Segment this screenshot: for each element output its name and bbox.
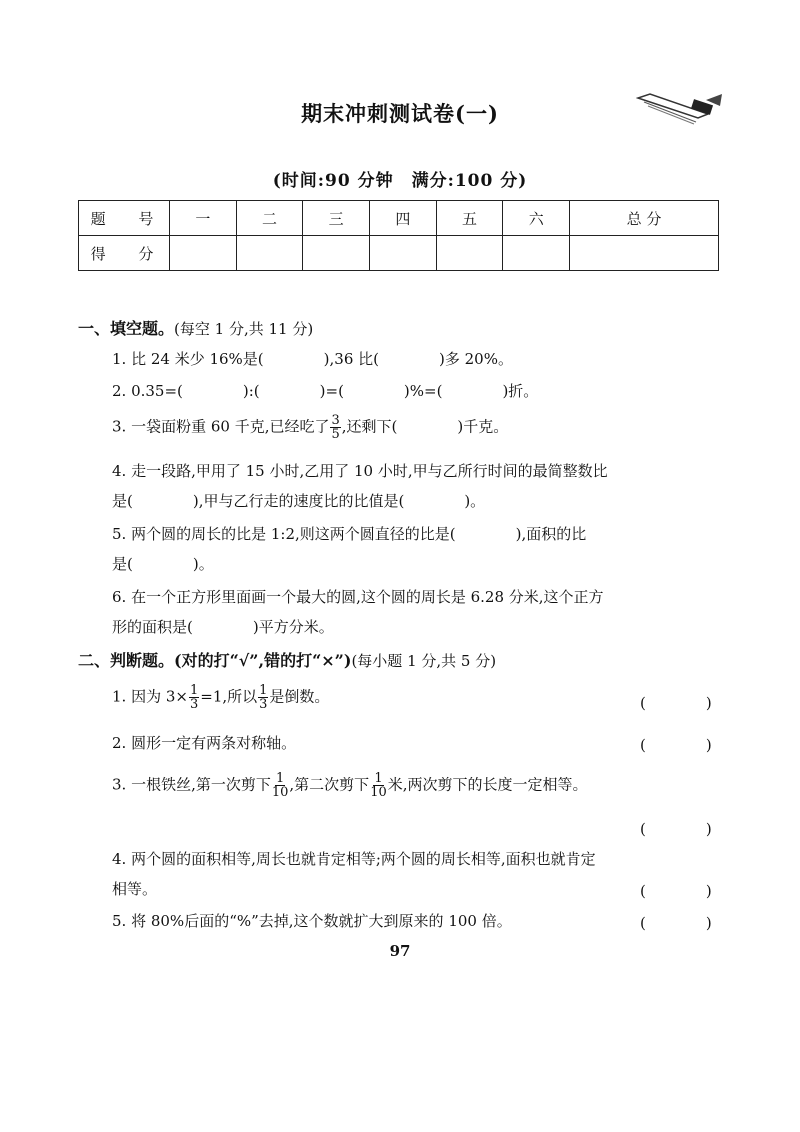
answer-blank[interactable]: ( ) — [640, 882, 712, 900]
column-header: 一 — [170, 201, 237, 236]
column-header: 四 — [370, 201, 437, 236]
answer-blank[interactable]: ( ) — [640, 736, 712, 754]
question-judge-4-line2: 相等。 — [112, 880, 158, 898]
question-judge-1: 1. 因为 3× $\frac{1}{3}$ =1,所以 $\frac{1}{3}$ 是倒数。 — [112, 683, 330, 712]
table-row — [79, 236, 719, 271]
score-cell[interactable] — [570, 236, 719, 271]
question-fill-1: 1. 比 24 米少 16%是( ),36 比( )多 20%。 — [112, 350, 513, 368]
question-fill-6-line1: 6. 在一个正方形里面画一个最大的圆,这个圆的周长是 6.28 分米,这个正方 — [112, 588, 604, 606]
column-header: 二 — [236, 201, 303, 236]
question-judge-4-line1: 4. 两个圆的面积相等,周长也就肯定相等;两个圆的周长相等,面积也就肯定 — [112, 850, 596, 868]
question-judge-3: 3. 一根铁丝,第一次剪下 $\frac{1}{10}$ ,第二次剪下 $\frac{1}{10}$ 米,两次剪下的长度一定相等。 — [112, 771, 588, 800]
fraction: $\frac{1}{10}$ — [370, 771, 387, 800]
score-cell[interactable] — [503, 236, 570, 271]
question-judge-2: 2. 圆形一定有两条对称轴。 — [112, 734, 297, 752]
question-fill-2: 2. 0.35=( ):( )=( )%=( )折。 — [112, 382, 539, 400]
section-heading-fill-blank: 一、填空题。(每空 1 分,共 11 分) — [78, 319, 314, 338]
question-judge-5: 5. 将 80%后面的“%”去掉,这个数就扩大到原来的 100 倍。 — [112, 912, 512, 930]
question-fill-4-line1: 4. 走一段路,甲用了 15 小时,乙用了 10 小时,甲与乙所行时间的最简整数比 — [112, 462, 608, 480]
score-table — [78, 200, 719, 271]
column-header: 六 — [503, 201, 570, 236]
exam-subtitle: (时间:90 分钟 满分:100 分) — [272, 171, 528, 191]
column-header: 三 — [303, 201, 370, 236]
answer-blank[interactable]: ( ) — [640, 820, 712, 838]
question-fill-6-line2: 形的面积是( )平方分米。 — [112, 618, 334, 636]
score-cell[interactable] — [236, 236, 303, 271]
answer-blank[interactable]: ( ) — [640, 914, 712, 932]
score-cell[interactable] — [436, 236, 503, 271]
page-title: 期末冲刺测试卷(一) — [301, 101, 499, 126]
question-fill-4-line2: 是( ),甲与乙行走的速度比的比值是( )。 — [112, 492, 486, 510]
score-cell[interactable] — [170, 236, 237, 271]
question-fill-5-line2: 是( )。 — [112, 555, 214, 573]
score-cell[interactable] — [370, 236, 437, 271]
column-header: 总 分 — [570, 201, 719, 236]
score-cell[interactable] — [303, 236, 370, 271]
fraction: $\frac{1}{3}$ — [259, 683, 268, 712]
question-fill-3: 3. 一袋面粉重 60 千克,已经吃了 $\frac{3}{5}$ ,还剩下( )千克。 — [112, 413, 509, 442]
fraction: $\frac{3}{5}$ — [331, 413, 340, 442]
fraction: $\frac{1}{3}$ — [189, 683, 199, 712]
column-header: 五 — [436, 201, 503, 236]
row-header-score: 得 分 — [79, 236, 170, 271]
row-header-question-no: 题 号 — [79, 201, 170, 236]
table-row — [79, 201, 719, 236]
question-fill-5-line1: 5. 两个圆的周长的比是 1:2,则这两个圆直径的比是( ),面积的比 — [112, 525, 587, 543]
section-heading-true-false: 二、判断题。(对的打“√”,错的打“×”)(每小题 1 分,共 5 分) — [78, 651, 497, 670]
page-number: 97 — [389, 942, 411, 960]
answer-blank[interactable]: ( ) — [640, 694, 712, 712]
fraction: $\frac{1}{10}$ — [271, 771, 289, 800]
